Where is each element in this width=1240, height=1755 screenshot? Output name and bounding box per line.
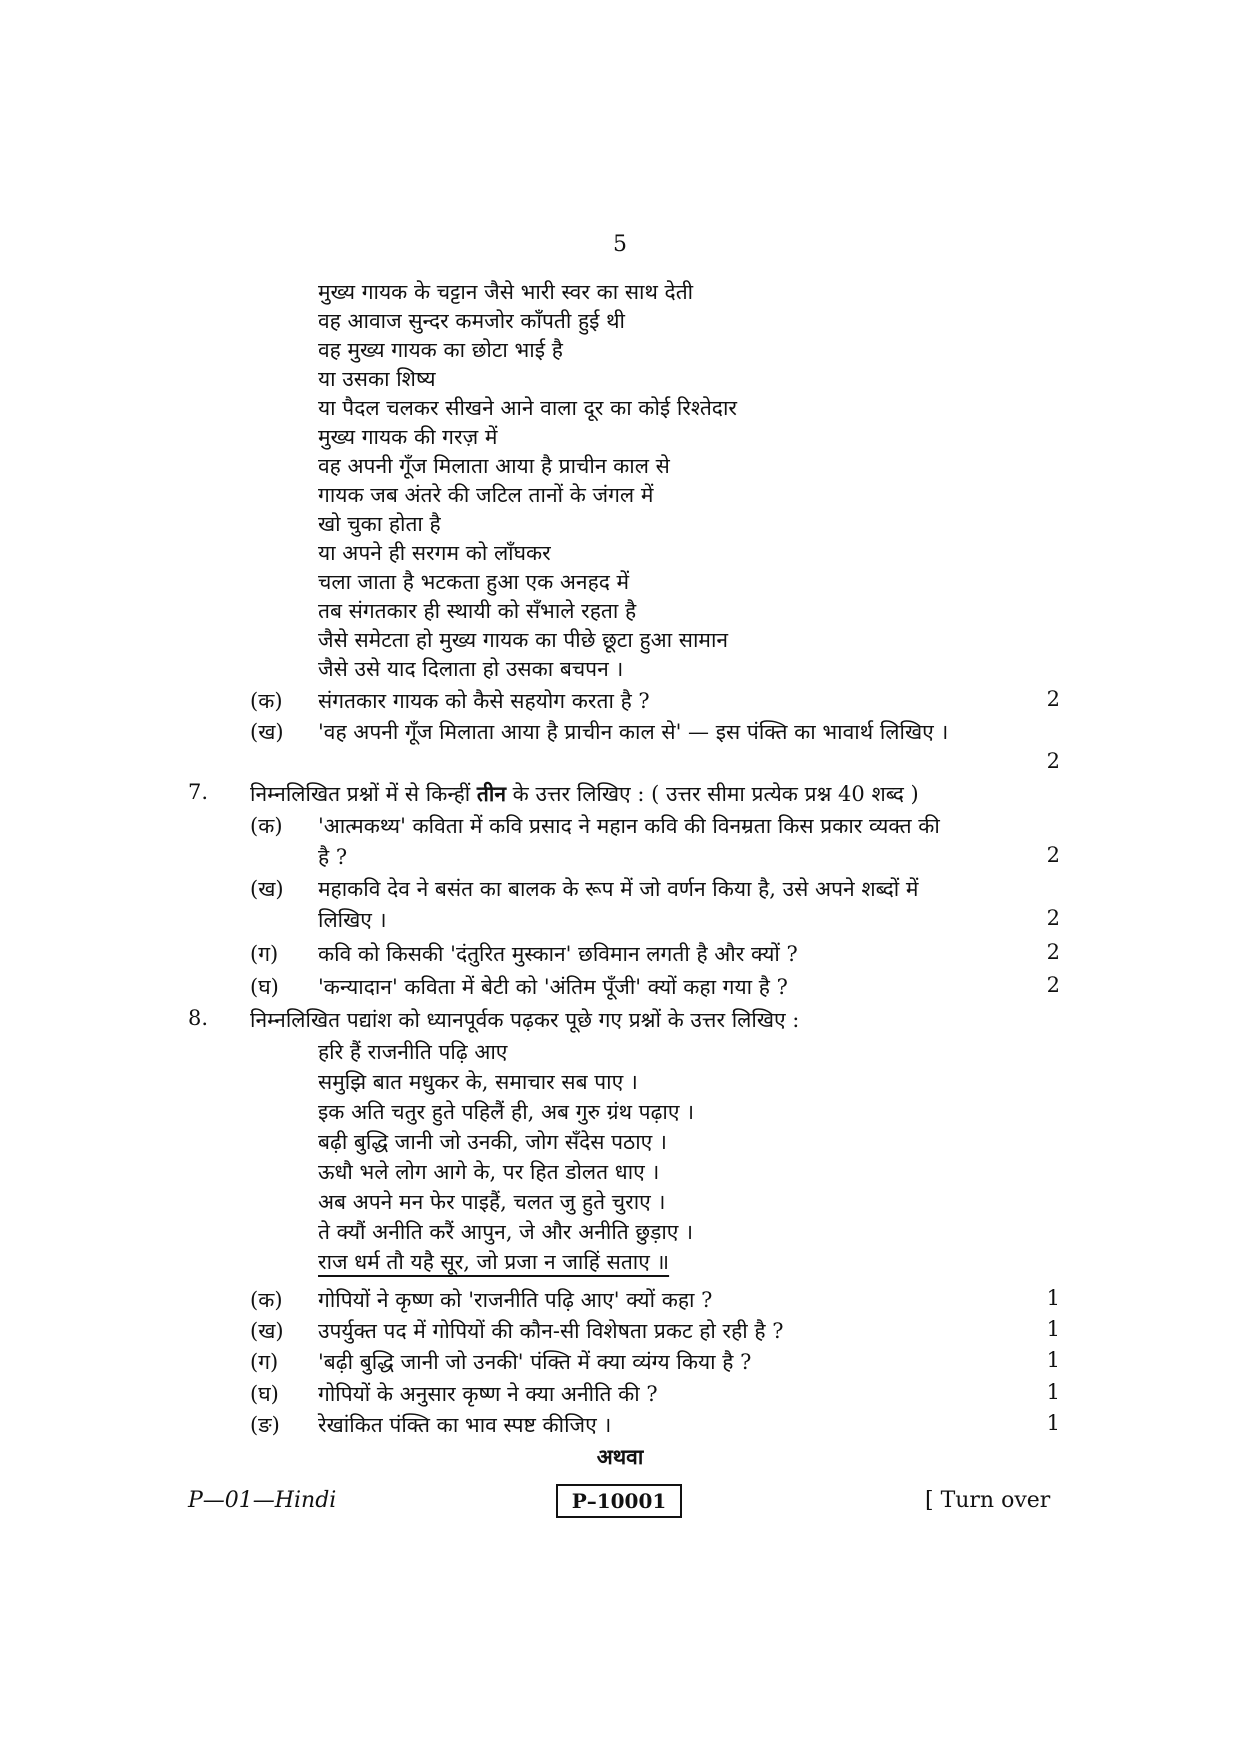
part-text: उपर्युक्त पद में गोपियों की कौन-सी विशेषता प्रकट हो रही है ? [318,1319,784,1343]
marks: 1 [1046,1380,1060,1404]
marks: 2 [1046,687,1060,711]
poem-line: बढ़ी बुद्धि जानी जो उनकी, जोग सँदेस पठाए । [318,1130,667,1154]
question-number: 7. [188,780,209,804]
part-label: (घ) [250,975,279,999]
part-label: (क) [250,1288,283,1312]
part-text: 'बढ़ी बुद्धि जानी जो उनकी' पंक्ति में क्या व्यंग्य किया है ? [318,1350,752,1374]
marks: 1 [1046,1411,1060,1435]
footer-turn-over: [ Turn over [925,1488,1051,1513]
part-text: गोपियों ने कृष्ण को 'राजनीति पढ़ि आए' क्यों कहा ? [318,1288,713,1312]
poem-line: जैसे उसे याद दिलाता हो उसका बचपन । [318,657,624,681]
intro-text: के उत्तर लिखिए : ( उत्तर सीमा प्रत्येक प्रश्न 40 शब्द ) [512,782,919,806]
marks: 1 [1046,1286,1060,1310]
part-label: (ख) [250,720,284,744]
marks: 1 [1046,1317,1060,1341]
marks: 2 [1046,749,1060,773]
part-label: (ग) [250,1350,279,1374]
poem-line: ऊधौ भले लोग आगे के, पर हित डोलत धाए । [318,1160,660,1184]
part-text: संगतकार गायक को कैसे सहयोग करता है ? [318,689,650,713]
part-text: है ? [318,845,348,869]
poem-line: या अपने ही सरगम को लाँघकर [318,541,551,565]
part-text: कवि को किसकी 'दंतुरित मुस्कान' छविमान लगती है और क्यों ? [318,942,798,966]
question-number: 8. [188,1006,209,1030]
footer-paper-code: P—01—Hindi [188,1488,337,1513]
footer-series-code: P–10001 [556,1484,682,1518]
poem-line: ते क्यौं अनीति करैं आपुन, जे और अनीति छुड़ाए । [318,1220,694,1244]
poem-line: अब अपने मन फेर पाइहैं, चलत जु हुते चुराए । [318,1190,666,1214]
part-label: (घ) [250,1382,279,1406]
part-label: (ख) [250,877,284,901]
part-label: (ख) [250,1319,284,1343]
part-label: (ङ) [250,1413,280,1437]
part-label: (क) [250,814,283,838]
poem-line: इक अति चतुर हुते पहिलैं ही, अब गुरु ग्रंथ पढ़ाए । [318,1100,695,1124]
poem-line: वह मुख्य गायक का छोटा भाई है [318,338,563,362]
poem-line: या पैदल चलकर सीखने आने वाला दूर का कोई रिश्तेदार [318,396,737,420]
intro-text: निम्नलिखित प्रश्नों में से किन्हीं [250,782,471,806]
part-text: 'कन्यादान' कविता में बेटी को 'अंतिम पूँजी' क्यों कहा गया है ? [318,975,788,999]
poem-line: तब संगतकार ही स्थायी को सँभाले रहता है [318,599,637,623]
question-intro [250,780,919,808]
marks: 2 [1046,906,1060,930]
part-text: गोपियों के अनुसार कृष्ण ने क्या अनीति की ? [318,1382,658,1406]
part-label: (ग) [250,942,279,966]
underlined-poem-line: राज धर्म तौ यहै सूर, जो प्रजा न जाहिं सताए ॥ [318,1250,670,1274]
poem-line: या उसका शिष्य [318,367,436,391]
poem-line: जैसे समेटता हो मुख्य गायक का पीछे छूटा हुआ सामान [318,628,729,652]
question-intro: निम्नलिखित पद्यांश को ध्यानपूर्वक पढ़कर पूछे गए प्रश्नों के उत्तर लिखिए : [250,1008,800,1032]
marks: 2 [1046,843,1060,867]
marks: 1 [1046,1348,1060,1372]
page-number: 5 [613,232,627,257]
poem-line: गायक जब अंतरे की जटिल तानों के जंगल में [318,483,654,507]
poem-line: वह आवाज सुन्दर कमजोर काँपती हुई थी [318,309,625,333]
intro-emphasis: तीन [476,781,506,806]
marks: 2 [1046,973,1060,997]
part-text: रेखांकित पंक्ति का भाव स्पष्ट कीजिए । [318,1413,612,1437]
marks: 2 [1046,940,1060,964]
part-text: महाकवि देव ने बसंत का बालक के रूप में जो वर्णन किया है, उसे अपने शब्दों में [318,877,919,901]
poem-line: मुख्य गायक के चट्टान जैसे भारी स्वर का साथ देती [318,280,694,304]
poem-line: हरि हैं राजनीति पढ़ि आए [318,1040,508,1064]
part-label: (क) [250,689,283,713]
poem-line: मुख्य गायक की गरज़ में [318,425,498,449]
poem-line: समुझि बात मधुकर के, समाचार सब पाए । [318,1070,638,1094]
or-divider: अथवा [596,1444,644,1469]
poem-line: वह अपनी गूँज मिलाता आया है प्राचीन काल से [318,454,670,478]
part-text: 'आत्मकथ्य' कविता में कवि प्रसाद ने महान कवि की विनम्रता किस प्रकार व्यक्त की [318,814,940,838]
part-text: 'वह अपनी गूँज मिलाता आया है प्राचीन काल से' — इस पंक्ति का भावार्थ लिखिए । [318,720,949,744]
poem-line: खो चुका होता है [318,512,441,536]
poem-line: चला जाता है भटकता हुआ एक अनहद में [318,570,630,594]
part-text: लिखिए । [318,908,387,932]
